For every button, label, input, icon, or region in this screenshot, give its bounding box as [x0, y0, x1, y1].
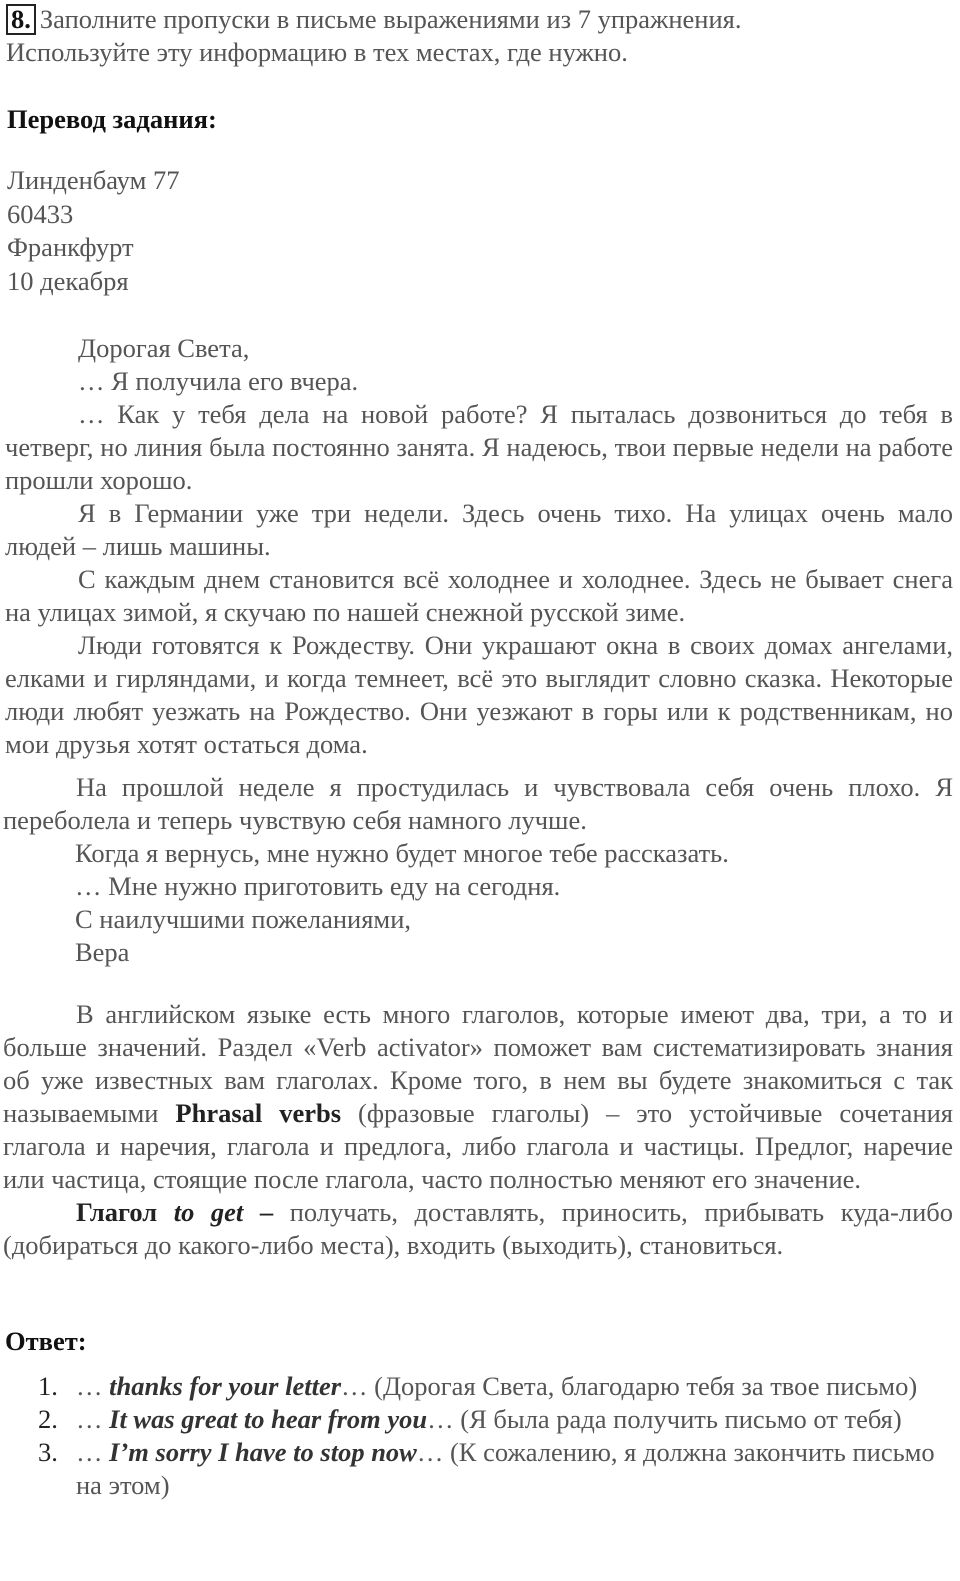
- letter-paragraph: … Я получила его вчера.: [78, 366, 359, 396]
- answer-ellipsis: …: [76, 1437, 110, 1467]
- letter-closing: С наилучшими пожеланиями,: [75, 904, 411, 934]
- answer-phrase: thanks for your letter: [109, 1371, 342, 1401]
- verb-label: Глагол: [76, 1197, 158, 1227]
- letter-signature: Вера: [75, 937, 130, 967]
- list-item: [38, 1370, 938, 1403]
- letter-body: [5, 332, 953, 761]
- letter-paragraph: Люди готовятся к Рождеству. Они украшают окна в своих домах ангелами, елками и гирляндами, и когда темнеет, всё это выглядит словно сказка. Некоторые люди любят уезжать на Рождество. Они уезжают в горы или к родственникам, но мои друзья хотят остаться дома.: [5, 630, 953, 759]
- letter-paragraph: Когда я вернусь, мне нужно будет многое тебе рассказать.: [75, 838, 729, 868]
- answer-phrase: It was great to hear from you: [109, 1404, 428, 1434]
- letter-body-continued: [3, 771, 953, 969]
- task-instruction: [6, 3, 946, 69]
- letter-address: [7, 164, 179, 298]
- address-street: Линденбаум 77: [7, 165, 180, 195]
- phrasal-verbs-term: Phrasal verbs: [175, 1098, 342, 1128]
- answer-list: [38, 1370, 938, 1502]
- letter-paragraph: … Мне нужно приготовить еду на сегодня.: [75, 871, 561, 901]
- verb-dash: –: [243, 1197, 290, 1227]
- letter-paragraph: … Как у тебя дела на новой работе? Я пыталась дозвониться до тебя в четверг, но линия была постоянно занята. Я надеюсь, твои первые недели на работе прошли хорошо.: [5, 399, 953, 495]
- letter-paragraph: Я в Германии уже три недели. Здесь очень тихо. На улицах очень мало людей – лишь машины.: [5, 498, 953, 561]
- answer-number: 2.: [38, 1404, 58, 1434]
- answer-phrase: I’m sorry I have to stop now: [109, 1437, 417, 1467]
- letter-paragraph: С каждым днем становится всё холоднее и холоднее. Здесь не бывает снега на улицах зимой, я скучаю по нашей снежной русской зиме.: [5, 564, 953, 627]
- answer-ellipsis: …: [76, 1404, 110, 1434]
- task-line-2: Используйте эту информацию в тех местах, где нужно.: [6, 37, 628, 67]
- explanation-text: (фразовые глаголы) – это устойчивые сочетания глагола и наречия, глагола и предлога, либо глагола и частицы. Предлог, наречие или частица, стоящие после глагола, часто полностью меняют его значение.: [3, 1098, 953, 1194]
- list-item: [38, 1403, 938, 1436]
- answer-heading: Ответ:: [5, 1326, 87, 1356]
- explanation: [3, 998, 953, 1262]
- list-item: [38, 1436, 938, 1502]
- answer-number: 1.: [38, 1371, 58, 1401]
- explanation-text: В английском языке есть много глаголов, которые имеют два, три, а то и больше значений. Раздел «Verb activator» поможет вам систематизировать знания об уже известных вам глаголах. Кроме того, в нем вы будете знакомиться с так называемыми: [3, 999, 953, 1128]
- task-line-1: Заполните пропуски в письме выражениями из 7 упражнения.: [39, 4, 742, 34]
- verb-definition: получать, доставлять, приносить, прибывать куда-либо (добираться до какого-либо места), входить (выходить), становиться.: [3, 1197, 953, 1260]
- verb-term: to get: [173, 1197, 244, 1227]
- address-date: 10 декабря: [7, 265, 129, 296]
- task-number: 8.: [6, 4, 36, 35]
- answer-translation: … (Дорогая Света, благодарю тебя за твое письмо): [341, 1371, 918, 1401]
- explanation-paragraph-1: [3, 998, 953, 1196]
- letter-paragraph: На прошлой неделе я простудилась и чувствовала себя очень плохо. Я переболела и теперь чувствую себя намного лучше.: [3, 772, 953, 835]
- answer-translation: … (К сожалению, я должна закончить письмо на этом): [76, 1437, 935, 1500]
- letter-greeting: Дорогая Света,: [78, 333, 250, 363]
- address-postcode: 60433: [7, 198, 74, 229]
- answer-ellipsis: …: [76, 1371, 110, 1401]
- answer-number: 3.: [38, 1437, 58, 1467]
- translation-heading: Перевод задания:: [7, 104, 217, 134]
- answer-translation: … (Я была рада получить письмо от тебя): [427, 1404, 902, 1434]
- explanation-paragraph-2: [3, 1196, 953, 1262]
- address-city: Франкфурт: [7, 232, 134, 262]
